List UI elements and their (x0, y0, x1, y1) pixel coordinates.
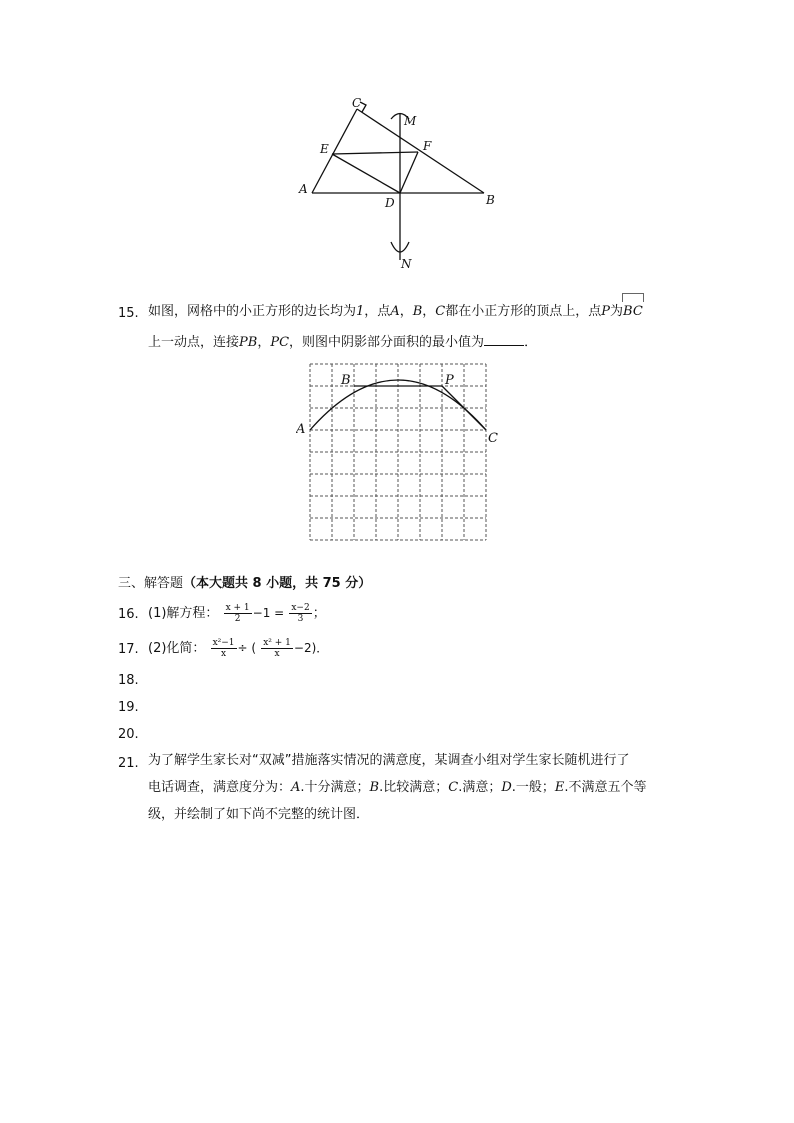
label-n: N (401, 257, 412, 271)
q16-fraction-2: $\frac{x-2}{3}$ (291, 603, 310, 624)
question-16-text (148, 603, 326, 624)
triangle-figure-svg (290, 92, 510, 277)
q15-text-b: ，点 (364, 304, 391, 319)
grid-label-b: B (341, 373, 351, 388)
q17-fraction-1: $\frac{\text{x²−1}}{x}$ (212, 638, 235, 659)
segment-ed (332, 154, 400, 193)
q15-one: 1 (356, 304, 365, 319)
q15-sep-2: ， (422, 304, 436, 319)
question-21-number: 21. (118, 756, 139, 771)
q15-text-d: 为 (610, 304, 624, 319)
level-e: E (554, 780, 565, 795)
segment-ef (332, 152, 418, 154)
label-a: A (299, 182, 308, 196)
question-21-line-2: 电话调查，满意度分为：A.十分满意；B.比较满意；C.满意；D.一般；E.不满意五个等 (148, 780, 647, 795)
q15-point-c: C (435, 304, 446, 319)
section-detail: （本大题共 8 小题，共 75 分） (183, 576, 372, 591)
label-m: M (404, 114, 417, 128)
question-19-number: 19. (118, 700, 139, 715)
question-15-number: 15. (118, 306, 139, 321)
label-c: C (352, 96, 362, 110)
level-b: B (369, 780, 380, 795)
question-17-number: 17. (118, 642, 139, 657)
question-16-number: 16. (118, 607, 139, 622)
triangle-figure (290, 92, 510, 277)
question-21-line-3: 级，并绘制了如下尚不完整的统计图． (148, 807, 370, 822)
level-a: A (291, 780, 301, 795)
label-b: B (486, 193, 495, 207)
q16-fraction-1: $\frac{x + 1}{2}$ (225, 603, 250, 624)
answer-blank[interactable] (484, 333, 524, 346)
label-e: E (320, 142, 329, 156)
q15-segment-pc: PC (270, 335, 290, 350)
q15-text-f: ，则图中阴影部分面积的最小值为 (289, 335, 485, 350)
question-15-line-1 (148, 303, 643, 321)
q15-text-e: 上一动点，连接 (148, 335, 240, 350)
grid-figure-svg (296, 360, 506, 546)
q15-point-p: P (601, 304, 611, 319)
q15-sep-3: ， (257, 335, 271, 350)
q16-prompt: (1)解方程： (148, 606, 219, 621)
section-prefix: 三、解答题 (118, 576, 184, 591)
grid-label-c: C (488, 431, 498, 446)
q15-point-a: A (390, 304, 400, 319)
q15-point-b: B (412, 304, 423, 319)
level-c: C (448, 780, 459, 795)
label-d: D (385, 196, 395, 210)
q17-end: −2)． (293, 641, 329, 655)
grid-figure (296, 360, 506, 546)
segment-ac (312, 109, 357, 193)
q16-middle: −1 = (252, 606, 285, 620)
segment-pc (442, 386, 486, 430)
question-20-number: 20. (118, 727, 139, 742)
question-21-line-1: 为了解学生家长对“双减”措施落实情况的满意度，某调查小组对学生家长随机进行了 (148, 753, 630, 768)
grid-label-p: P (445, 373, 454, 388)
segment-cb (357, 109, 484, 193)
q17-divide: ÷ ( (237, 641, 257, 655)
q16-end: ； (312, 606, 326, 621)
q15-arc-bc: BC (623, 304, 643, 319)
q15-segment-pb: PB (239, 335, 258, 350)
section-title (118, 572, 371, 591)
q15-text-c: 都在小正方形的顶点上，点 (445, 304, 602, 319)
q17-fraction-2: $\frac{\text{x² + 1}}{x}$ (263, 638, 291, 659)
q15-end: ． (524, 335, 538, 350)
q17-prompt: (2)化简： (148, 641, 206, 656)
question-15-line-2 (148, 333, 537, 352)
question-18-number: 18. (118, 673, 139, 688)
question-17-text (148, 638, 328, 659)
q15-sep-1: ， (399, 304, 413, 319)
level-d: D (501, 780, 512, 795)
q15-text-a: 如图，网格中的小正方形的边长均为 (148, 304, 357, 319)
segment-df (400, 152, 418, 193)
label-f: F (423, 139, 432, 153)
grid-label-a: A (296, 422, 306, 437)
